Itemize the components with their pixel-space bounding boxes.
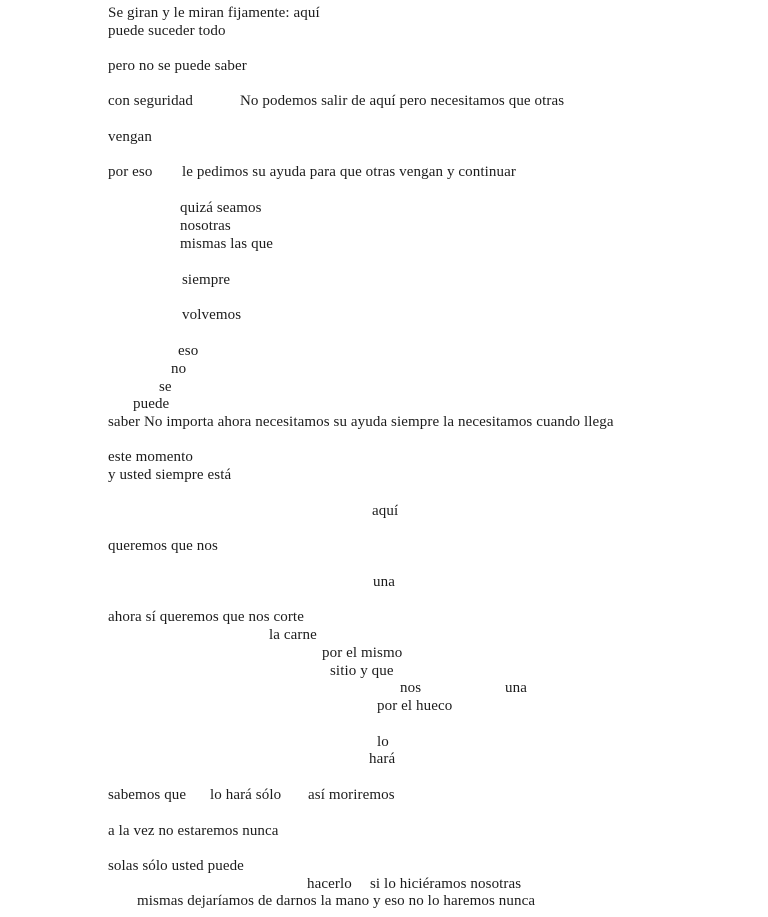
poem-segment: saber No importa ahora necesitamos su ayuda siempre la necesitamos cuando llega <box>108 414 614 430</box>
poem-segment: con seguridad <box>108 93 194 109</box>
poem-segment: nos <box>400 680 422 696</box>
poem-segment: sitio y que <box>330 663 394 679</box>
poem-segment: una <box>373 574 395 590</box>
poem-segment: ahora sí queremos que nos corte <box>108 609 304 625</box>
poem-segment: pero no se puede saber <box>108 58 247 74</box>
poem-segment: hacerlo <box>307 876 352 892</box>
poem-segment: sabemos que <box>108 787 187 803</box>
poem-segment: este momento <box>108 449 193 465</box>
poem-segment: mismas las que <box>180 236 274 252</box>
poem-segment: Se giran y le miran fijamente: aquí <box>108 5 320 21</box>
poem-segment: lo hará sólo <box>210 787 282 803</box>
poem-segment: siempre <box>182 272 231 288</box>
poem-segment: si lo hiciéramos nosotras <box>370 876 522 892</box>
poem-segment: por el mismo <box>322 645 403 661</box>
poem-segment: lo <box>377 734 389 750</box>
poem-segment: vengan <box>108 129 152 145</box>
poem-segment: una <box>505 680 527 696</box>
poem-segment: hará <box>369 751 396 767</box>
poem-segment: eso <box>178 343 199 359</box>
poem-segment: mismas dejaríamos de darnos la mano y eso no lo haremos nunca <box>137 893 536 909</box>
poem-segment: aquí <box>372 503 399 519</box>
poem-segment: por el hueco <box>377 698 453 714</box>
poem-segment: no <box>171 361 187 377</box>
poem-segment: puede <box>133 396 170 412</box>
poem-segment: la carne <box>269 627 317 643</box>
poem-segment: No podemos salir de aquí pero necesitamos que otras <box>240 93 565 109</box>
poem-segment: y usted siempre está <box>108 467 232 483</box>
poem-segment: le pedimos su ayuda para que otras vengan y continuar <box>182 164 516 180</box>
poem-segment: quizá seamos <box>180 200 262 216</box>
poem-segment: puede suceder todo <box>108 23 226 39</box>
poem-segment: queremos que nos <box>108 538 218 554</box>
poem-segment: a la vez no estaremos nunca <box>108 823 279 839</box>
poem-segment: volvemos <box>182 307 242 323</box>
poem-segment: así moriremos <box>308 787 395 803</box>
poem-segment: se <box>159 379 172 395</box>
poem-segment: solas sólo usted puede <box>108 858 244 874</box>
poem-segment: por eso <box>108 164 153 180</box>
poem-segment: nosotras <box>180 218 231 234</box>
